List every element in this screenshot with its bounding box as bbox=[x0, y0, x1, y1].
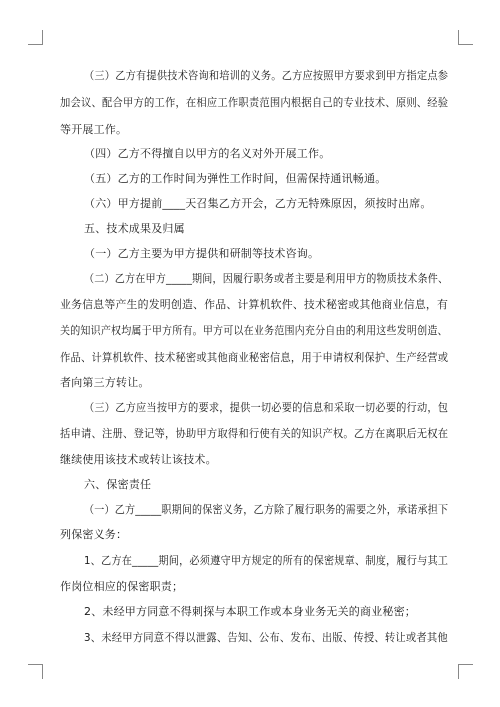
paragraph-line: （三）乙方有提供技术咨询和培训的义务。乙方应按照甲方要求到甲方指定点参 bbox=[84, 69, 449, 82]
paragraph-line: 者向第三方转让。 bbox=[60, 376, 150, 389]
paragraph-line: 括申请、注册、登记等，协助甲方取得和行使有关的知识产权。乙方在离职后无权在 bbox=[60, 427, 449, 440]
paragraph-line: 作品、计算机软件、技术秘密或其他商业秘密信息，用于申请权利保护、生产经营或 bbox=[60, 351, 449, 364]
paragraph-line: 作岗位相应的保密职责； bbox=[60, 580, 184, 593]
paragraph-line: 3、未经甲方同意不得以泄露、告知、公布、发布、出版、传授、转让或者其他 bbox=[84, 631, 448, 644]
paragraph-line: 加会议、配合甲方的工作，在相应工作职责范围内根据自己的专业技术、原则、经验 bbox=[60, 96, 449, 109]
paragraph-line: 2、未经甲方同意不得刺探与本职工作或本身业务无关的商业秘密； bbox=[84, 605, 416, 618]
paragraph-line: （四）乙方不得擅自以甲方的名义对外开展工作。 bbox=[84, 147, 331, 160]
paragraph-line: （五）乙方的工作时间为弹性工作时间，但需保持通讯畅通。 bbox=[84, 172, 387, 185]
paragraph-line: （二）乙方在甲方_____期间，因履行职务或者主要是利用甲方的物质技术条件、 bbox=[84, 272, 449, 285]
paragraph-line: 等开展工作。 bbox=[60, 123, 128, 136]
section-heading: 六、保密责任 bbox=[84, 478, 152, 491]
paragraph-line: （一）乙方主要为甲方提供和研制等技术咨询。 bbox=[84, 247, 320, 260]
paragraph-line: （三）乙方应当按甲方的要求，提供一切必要的信息和采取一切必要的行动，包 bbox=[84, 401, 449, 414]
paragraph-line: 列保密义务： bbox=[60, 528, 128, 541]
paragraph-line: 业务信息等产生的发明创造、作品、计算机软件、技术秘密或其他商业信息，有 bbox=[60, 298, 449, 311]
paragraph-line: 继续使用该技术或转让该技术。 bbox=[60, 453, 217, 466]
paragraph-line: （六）甲方提前____天召集乙方开会，乙方无特殊原因，须按时出席。 bbox=[84, 197, 432, 210]
paragraph-line: （一）乙方_____职期间的保密义务，乙方除了履行职务的需要之外，承诺承担下 bbox=[84, 503, 449, 516]
paragraph-line: 关的知识产权均属于甲方所有。甲方可以在业务范围内充分自由的利用这些发明创造、 bbox=[60, 324, 448, 337]
paragraph-line: 1、乙方在_____期间，必须遵守甲方规定的所有的保密规章、制度，履行与其工 bbox=[84, 554, 449, 567]
section-heading: 五、技术成果及归属 bbox=[84, 222, 185, 235]
